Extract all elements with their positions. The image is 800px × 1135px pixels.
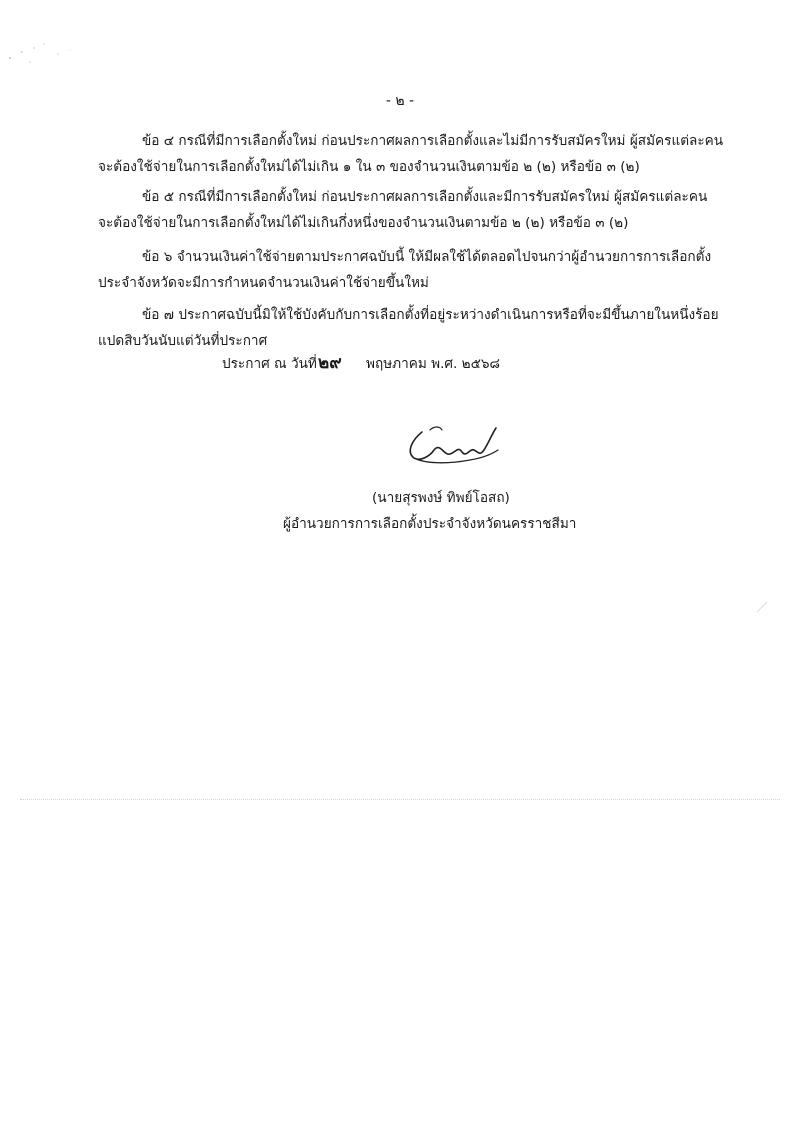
- clause-6: [98, 244, 758, 296]
- handwritten-signature: [400, 420, 510, 475]
- signer-name: (นายสุรพงษ์ ทิพย์โอสถ): [372, 490, 510, 506]
- signer-title: ผู้อำนวยการการเลือกตั้งประจำจังหวัดนครราชสีมา: [283, 516, 577, 532]
- clause-7: [98, 302, 758, 354]
- announcement-day-stamp: ๒๙: [318, 353, 342, 373]
- clause-continuation: ประจำจังหวัดจะมีการกำหนดจำนวนเงินค่าใช้จ่ายขึ้นใหม่: [98, 275, 429, 291]
- announcement-prefix: ประกาศ ณ วันที่: [222, 356, 317, 372]
- scan-specks: [0, 28, 90, 88]
- clause-continuation: จะต้องใช้จ่ายในการเลือกตั้งใหม่ได้ไม่เกินกึ่งหนึ่งของจำนวนเงินตามข้อ ๒ (๒) หรือข้อ ๓ (๒): [98, 215, 629, 231]
- page-fold-line: [20, 799, 780, 800]
- scan-mark: [755, 600, 769, 614]
- clause-first-line: ข้อ ๔ กรณีที่มีการเลือกตั้งใหม่ ก่อนประกาศผลการเลือกตั้งและไม่มีการรับสมัครใหม่ ผู้สมัครแต่ละคน: [142, 133, 724, 149]
- clause-first-line: ข้อ ๗ ประกาศฉบับนี้มิให้ใช้บังคับกับการเลือกตั้งที่อยู่ระหว่างดำเนินการหรือที่จะมีขึ้นภายในหนึ่งร้อย: [142, 307, 719, 323]
- clause-5: [98, 184, 758, 236]
- clause-4: [98, 128, 758, 180]
- clause-first-line: ข้อ ๖ จำนวนเงินค่าใช้จ่ายตามประกาศฉบับนี้ ให้มีผลใช้ได้ตลอดไปจนกว่าผู้อำนวยการการเลือกตั้ง: [142, 249, 712, 265]
- page-number: - ๒ -: [385, 93, 415, 109]
- clause-first-line: ข้อ ๕ กรณีที่มีการเลือกตั้งใหม่ ก่อนประกาศผลการเลือกตั้งและมีการรับสมัครใหม่ ผู้สมัครแต่ละคน: [142, 189, 708, 205]
- clause-continuation: แปดสิบวันนับแต่วันที่ประกาศ: [98, 333, 268, 349]
- clause-continuation: จะต้องใช้จ่ายในการเลือกตั้งใหม่ได้ไม่เกิน ๑ ใน ๓ ของจำนวนเงินตามข้อ ๒ (๒) หรือข้อ ๓ (๒): [98, 159, 640, 175]
- announcement-month-year: พฤษภาคม พ.ศ. ๒๕๖๘: [366, 356, 501, 372]
